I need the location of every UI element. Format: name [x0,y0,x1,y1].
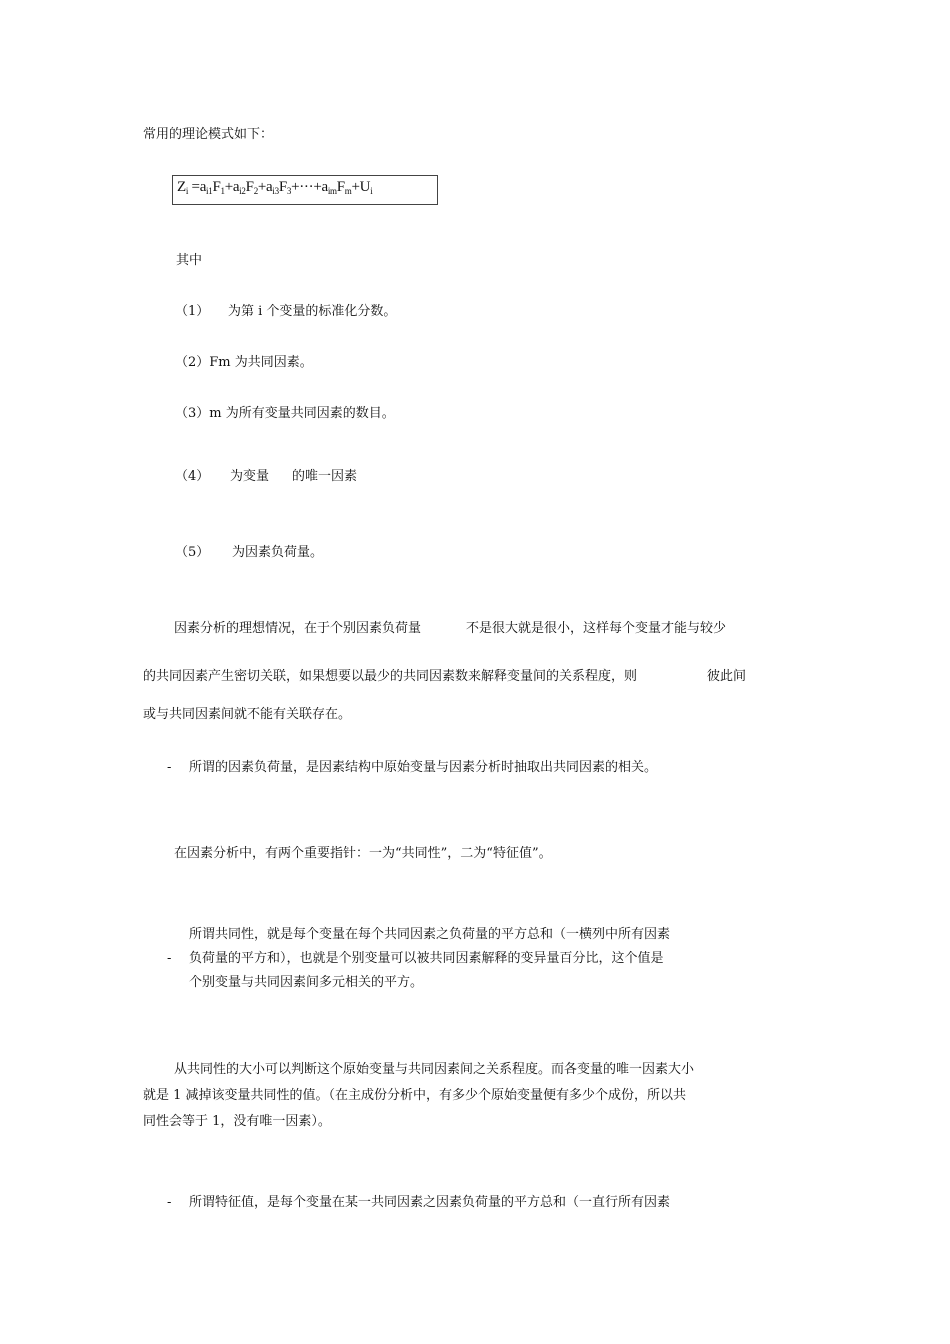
item-4-text-a: 为变量 [230,469,270,484]
where-label: 其中 [176,253,203,268]
bullet2-line2: 负荷量的平方和），也就是个别变量可以被共同因素解释的变异量百分比，这个值是 [189,951,664,966]
formula-term: =a [188,179,207,195]
item-5-text: 为因素负荷量。 [232,545,324,560]
para3-line3: 同性会等于 1，没有唯一因素）。 [143,1114,331,1129]
bullet3-text: 所谓特征值，是每个变量在某一共同因素之因素负荷量的平方总和（一直行所有因素 [189,1195,671,1210]
bullet-dash: - [167,760,172,775]
formula-sub: 1 [220,186,225,196]
para3-line1: 从共同性的大小可以判断这个原始变量与共同因素间之关系程度。而各变量的唯一因素大小 [174,1062,695,1077]
bullet2-line3: 个别变量与共同因素间多元相关的平方。 [189,975,424,990]
formula-sub: im [327,186,337,196]
formula-term: +a [224,179,240,195]
formula-sub: 3 [286,186,292,196]
formula-term: +a [257,179,273,195]
formula-term: +U [351,179,371,195]
formula-sub: i1 [206,186,213,196]
formula-sub: 2 [253,186,258,196]
item-4-text-b: 的唯一因素 [292,469,358,484]
formula-term: F [278,179,287,195]
para1-line3: 或与共同因素间就不能有关联存在。 [143,707,352,722]
para1-line2a: 的共同因素产生密切关联，如果想要以最少的共同因素数来解释变量间的关系程度，则 [143,669,638,684]
intro-text: 常用的理论模式如下： [143,127,274,142]
formula-sub: i2 [239,186,246,196]
item-1-number: （1） [175,304,210,319]
formula-sub: i3 [272,186,279,196]
item-4-number: （4） [175,469,210,484]
para1-line1a: 因素分析的理想情况，在于个别因素负荷量 [174,621,422,636]
bullet-dash: - [167,1195,172,1210]
para1-line1b: 不是很大就是很小，这样每个变量才能与较少 [466,621,727,636]
formula-z: Z [177,179,186,195]
item-5-number: （5） [175,545,210,560]
formula-term: +···+a [291,179,328,195]
formula-term: F [212,179,221,195]
bullet2-line1: 所谓共同性，就是每个变量在每个共同因素之负荷量的平方总和（一横列中所有因素 [189,927,671,942]
para3-line2: 就是 1 减掉该变量共同性的值。（在主成份分析中，有多少个原始变量便有多少个成份，所以共 [143,1088,687,1103]
para1-line2b: 彼此间 [707,669,747,684]
item-1-text: 为第 i 个变量的标准化分数。 [228,304,397,319]
item-3: （3）m 为所有变量共同因素的数目。 [175,406,395,421]
item-2: （2）Fm 为共同因素。 [175,355,313,370]
bullet-dash: - [167,951,172,966]
formula-sub: m [344,186,352,196]
para2-text: 在因素分析中，有两个重要指针：一为“共同性”，二为“特征值”。 [174,846,552,861]
formula-box [172,175,438,205]
formula-term: F [245,179,254,195]
formula-sub: i [370,186,373,196]
formula-term: F [336,179,345,195]
formula-sub: i [185,186,189,196]
bullet1-text: 所谓的因素负荷量，是因素结构中原始变量与因素分析时抽取出共同因素的相关。 [189,760,658,775]
